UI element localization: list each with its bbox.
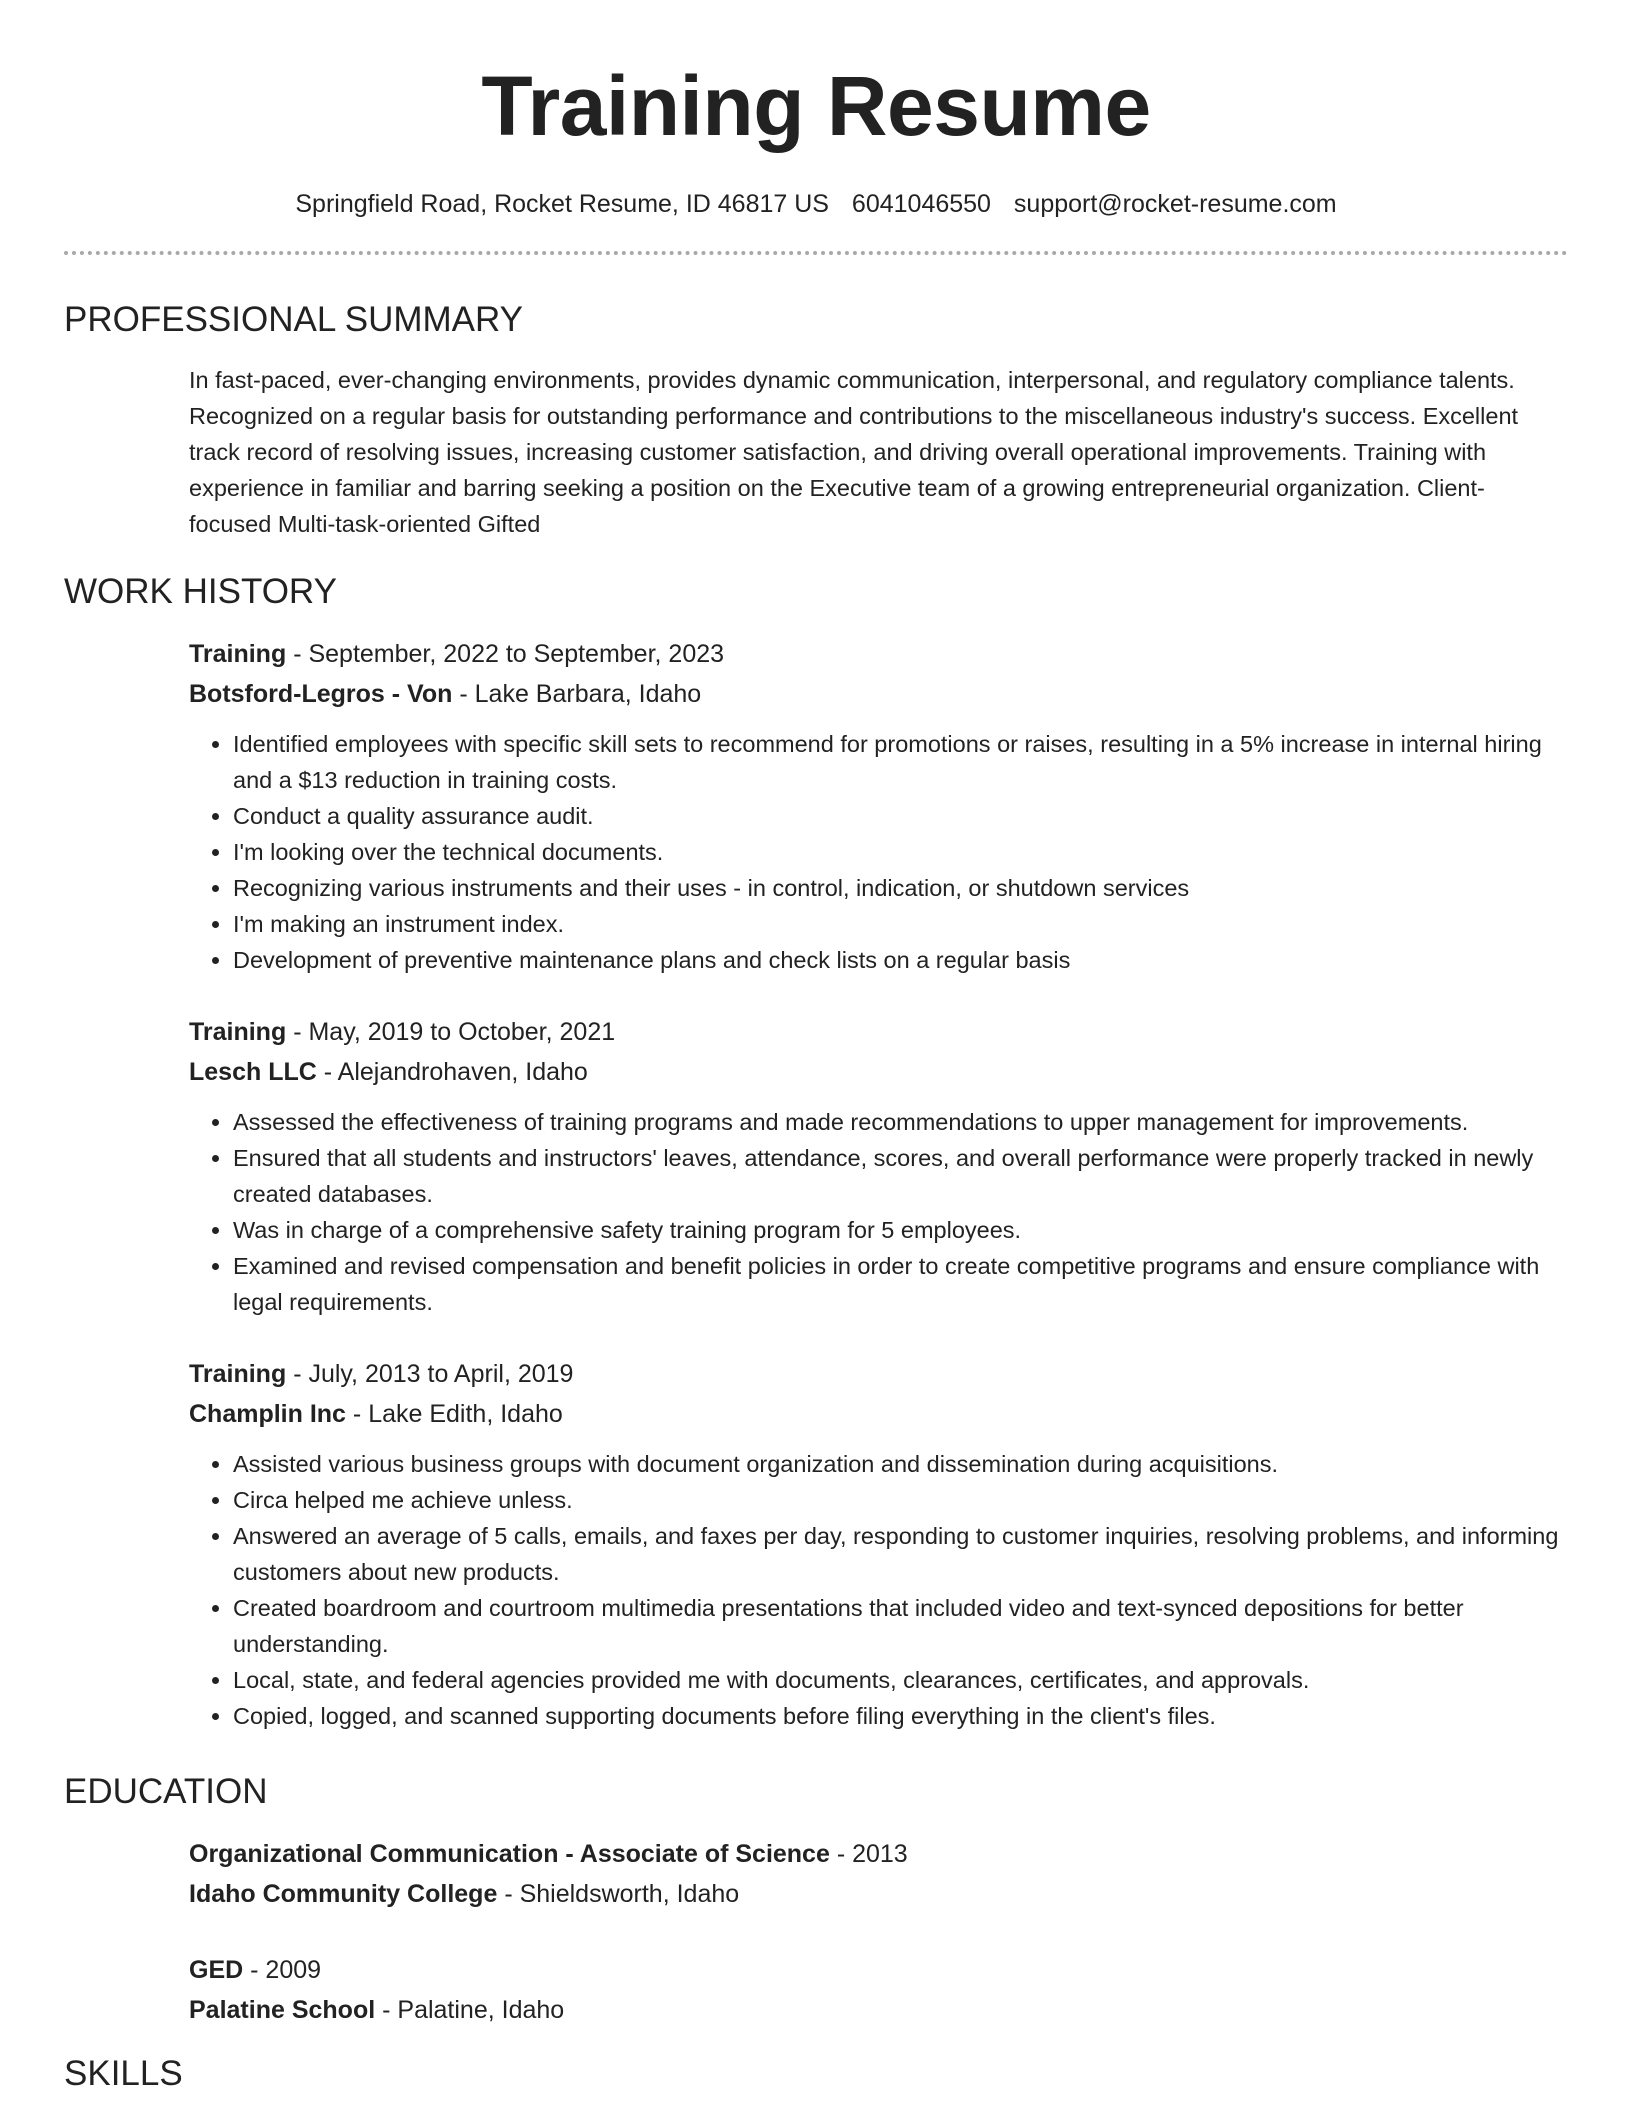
job-bullet: • Assessed the effectiveness of training programs and made recommendations to upper management for improvements. — [233, 1104, 1569, 1140]
section-title-work-history: WORK HISTORY — [64, 572, 337, 611]
job-location: - Lake Barbara, Idaho — [459, 680, 702, 708]
education-school-line — [189, 1874, 1569, 1914]
job-bullet: • Development of preventive maintenance plans and check lists on a regular basis — [233, 942, 1569, 978]
job-bullet: • I'm making an instrument index. — [233, 906, 1569, 942]
job-bullet: • Assisted various business groups with document organization and dissemination during acquisitions. — [233, 1446, 1569, 1482]
education-degree-line — [189, 1834, 1569, 1874]
job-bullet-list — [189, 726, 1569, 978]
education-degree: GED — [189, 1956, 244, 1984]
contact-line — [64, 188, 1568, 220]
job-bullet: • Created boardroom and courtroom multimedia presentations that included video and text-synced depositions for better understanding. — [233, 1590, 1569, 1662]
job-location: - Alejandrohaven, Idaho — [323, 1058, 588, 1086]
job-title-line — [189, 634, 1569, 674]
job-bullet: • I'm looking over the technical documents. — [233, 834, 1569, 870]
education-location: - Palatine, Idaho — [382, 1996, 565, 2024]
resume-header — [64, 58, 1568, 220]
job-bullet: • Ensured that all students and instructors' leaves, attendance, scores, and overall performance were properly tracked in newly created databases. — [233, 1140, 1569, 1212]
education-degree: Organizational Communication - Associate of Science — [189, 1840, 830, 1868]
job-title: Training — [189, 1360, 287, 1388]
education-school-line — [189, 1990, 1569, 2030]
section-title-education: EDUCATION — [64, 1772, 268, 1811]
resume-title: Training Resume — [481, 59, 1151, 153]
job-bullet: • Copied, logged, and scanned supporting documents before filing everything in the client's files. — [233, 1698, 1569, 1734]
job-company: Botsford-Legros - Von — [189, 680, 453, 708]
contact-email: support@rocket-resume.com — [1013, 190, 1337, 218]
education-year: - 2013 — [836, 1840, 908, 1868]
job-bullet: • Answered an average of 5 calls, emails, and faxes per day, responding to customer inquiries, resolving problems, and informing customers about new products. — [233, 1518, 1569, 1590]
job-company: Lesch LLC — [189, 1058, 317, 1086]
job-bullet: • Circa helped me achieve unless. — [233, 1482, 1569, 1518]
education-degree-line — [189, 1950, 1569, 1990]
header-divider — [64, 251, 1568, 255]
education-school: Palatine School — [189, 1996, 376, 2024]
job-bullet: • Local, state, and federal agencies provided me with documents, clearances, certificates, and approvals. — [233, 1662, 1569, 1698]
job-company-line — [189, 1052, 1569, 1092]
job-company-line — [189, 1394, 1569, 1434]
job-bullet-list — [189, 1446, 1569, 1734]
job-bullet: • Identified employees with specific skill sets to recommend for promotions or raises, resulting in a 5% increase in internal hiring and a $13 reduction in training costs. — [233, 726, 1569, 798]
section-title-skills: SKILLS — [64, 2054, 183, 2093]
job-dates: - May, 2019 to October, 2021 — [293, 1018, 616, 1046]
job-bullet: • Recognizing various instruments and their uses - in control, indication, or shutdown services — [233, 870, 1569, 906]
job-dates: - September, 2022 to September, 2023 — [293, 640, 725, 668]
education-school: Idaho Community College — [189, 1880, 498, 1908]
summary-text: In fast-paced, ever-changing environments, provides dynamic communication, interpersonal, and regulatory compliance talents. Recognized on a regular basis for outstanding performance and contributions to the miscellaneous industry's success. Excellent track record of resolving issues, increasing customer satisfaction, and driving overall operational improvements. Training with experience in familiar and barring seeking a position on the Executive team of a growing entrepreneurial organization. Client-focused Multi-task-oriented Gifted — [189, 367, 1519, 537]
contact-address: Springfield Road, Rocket Resume, ID 46817 US — [295, 190, 829, 218]
job-entry — [189, 634, 1569, 978]
education-entry — [189, 1950, 1569, 2030]
education-location: - Shieldsworth, Idaho — [504, 1880, 740, 1908]
job-title-line — [189, 1012, 1569, 1052]
education-year: - 2009 — [250, 1956, 322, 1984]
job-company-line — [189, 674, 1569, 714]
job-bullet-list — [189, 1104, 1569, 1320]
job-bullet: • Examined and revised compensation and benefit policies in order to create competitive programs and ensure compliance with legal requirements. — [233, 1248, 1569, 1320]
job-bullet: • Conduct a quality assurance audit. — [233, 798, 1569, 834]
job-entry — [189, 1354, 1569, 1734]
job-location: - Lake Edith, Idaho — [352, 1400, 563, 1428]
education-entry — [189, 1834, 1569, 1914]
job-title: Training — [189, 640, 287, 668]
job-entry — [189, 1012, 1569, 1320]
section-title-summary: PROFESSIONAL SUMMARY — [64, 300, 523, 339]
job-dates: - July, 2013 to April, 2019 — [293, 1360, 574, 1388]
job-company: Champlin Inc — [189, 1400, 346, 1428]
job-bullet: • Was in charge of a comprehensive safety training program for 5 employees. — [233, 1212, 1569, 1248]
job-title-line — [189, 1354, 1569, 1394]
job-title: Training — [189, 1018, 287, 1046]
contact-phone: 6041046550 — [851, 190, 991, 218]
